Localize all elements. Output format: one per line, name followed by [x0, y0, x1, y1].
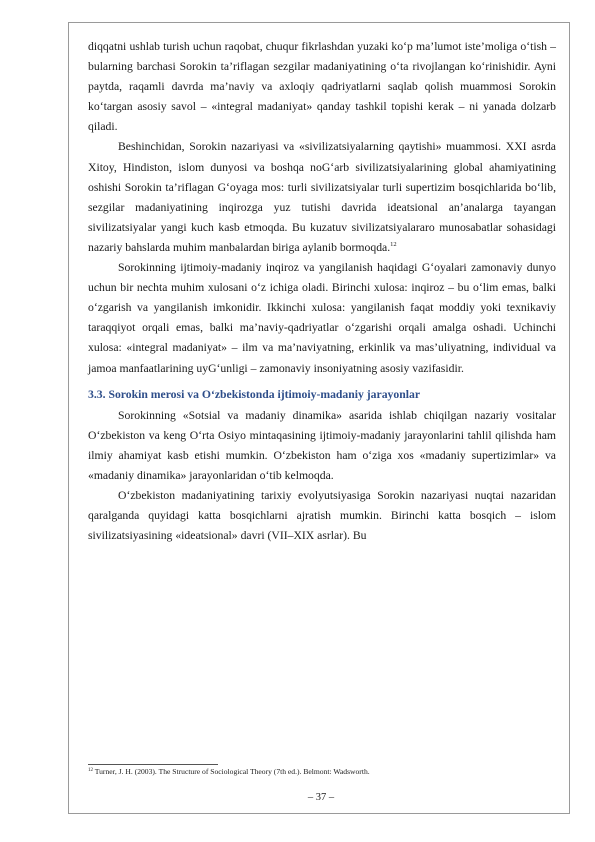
page-number: – 37 –: [307, 792, 335, 803]
footnote: [88, 767, 370, 777]
paragraph-fifth-point: [88, 137, 556, 258]
paragraph-section-intro: Sorokinning «Sotsial va madaniy dinamika» asarida ishlab chiqilgan nazariy vositalar O‘zbekiston va keng O‘rta Osiyo mintaqasining ijtimoiy-madaniy jarayonlarini tahlil qilishda ham ilmiy ahamiyat kasb etishi mumkin. O‘zbekiston ham o‘ziga xos «madaniy supertizimlar» va «madaniy dinamika» jarayonlaridan o‘tib kelmoqda.: [88, 408, 556, 482]
footnote-text: Turner, J. H. (2003). The Structure of Sociological Theory (7th ed.). Belmont: Wadsworth.: [94, 767, 370, 776]
footnote-number: 12: [88, 768, 93, 773]
paragraph-historical-stages: O‘zbekiston madaniyatining tarixiy evolyutsiyasiga Sorokin nazariyasi nuqtai nazaridan qaralganda quyidagi katta bosqichlarni ajratish mumkin. Birinchi katta bosqich – islom sivilizatsiyasining «ideatsional» davri (VII–XIX asrlar). Bu: [88, 488, 556, 543]
footnote-reference: 12: [390, 240, 397, 248]
paragraph-continuation: diqqatni ushlab turish uchun raqobat, chuqur fikrlashdan yuzaki ko‘p ma’lumot iste’moliga o‘tish – bularning barchasi Sorokin ta’riflagan sezgilar madaniyatining o‘ta rivojlangan ko‘rinishidir. Ayni paytda, raqamli davrda ma’naviy va axloqiy qadriyatlarni saqlab qolish muammosi Sorokin ko‘targan asosiy savol – «integral madaniyat» qanday tashkil topishi kerak – ni yanada dolzarb qiladi.: [88, 40, 556, 134]
page-body: [88, 37, 556, 546]
paragraph-text: Beshinchidan, Sorokin nazariyasi va «sivilizatsiyalarning qaytishi» muammosi. XXI asrda Xitoy, Hindiston, islom dunyosi va boshqa noG‘arb sivilizatsiyalarining global ahamiyatining oshishi Sorokin ta’riflagan G‘oyaga mos: turli sivilizatsiyalar turli supertizim bosqichlarida bo‘lib, sezgilar madaniyatining inqirozga yuz tutishi davrida ideatsional an’analarga tayangan sivilizatsiyalar yangi kuch kasb etmoqda. Bu kuzatuv sivilizatsiyalararo munosabatlar sohasidagi nazariy bahslarda muhim manbalardan biriga aylanib bormoqda.: [88, 140, 556, 254]
paragraph-conclusions: Sorokinning ijtimoiy-madaniy inqiroz va yangilanish haqidagi G‘oyalari zamonaviy dunyo uchun bir nechta muhim xulosani o‘z ichiga oladi. Birinchi xulosa: inqiroz – bu o‘lim emas, balki o‘zgarish va yangilanish imkonidir. Ikkinchi xulosa: yangilanish faqat moddiy yoki texnikaviy taraqqiyot orqali emas, balki ma’naviy-qadriyatlar o‘zgarishi orqali amalga oshadi. Uchinchi xulosa: «integral madaniyat» – ilm va ma’naviyatning, erkinlik va mas’uliyatning, individual va jamoa manfaatlarining uyG‘unligi – zamonaviy insoniyatning asosiy vazifasidir.: [88, 261, 556, 375]
footnote-divider: [88, 764, 218, 765]
section-heading: 3.3. Sorokin merosi va O‘zbekistonda ijtimoiy-madaniy jarayonlar: [88, 387, 421, 401]
